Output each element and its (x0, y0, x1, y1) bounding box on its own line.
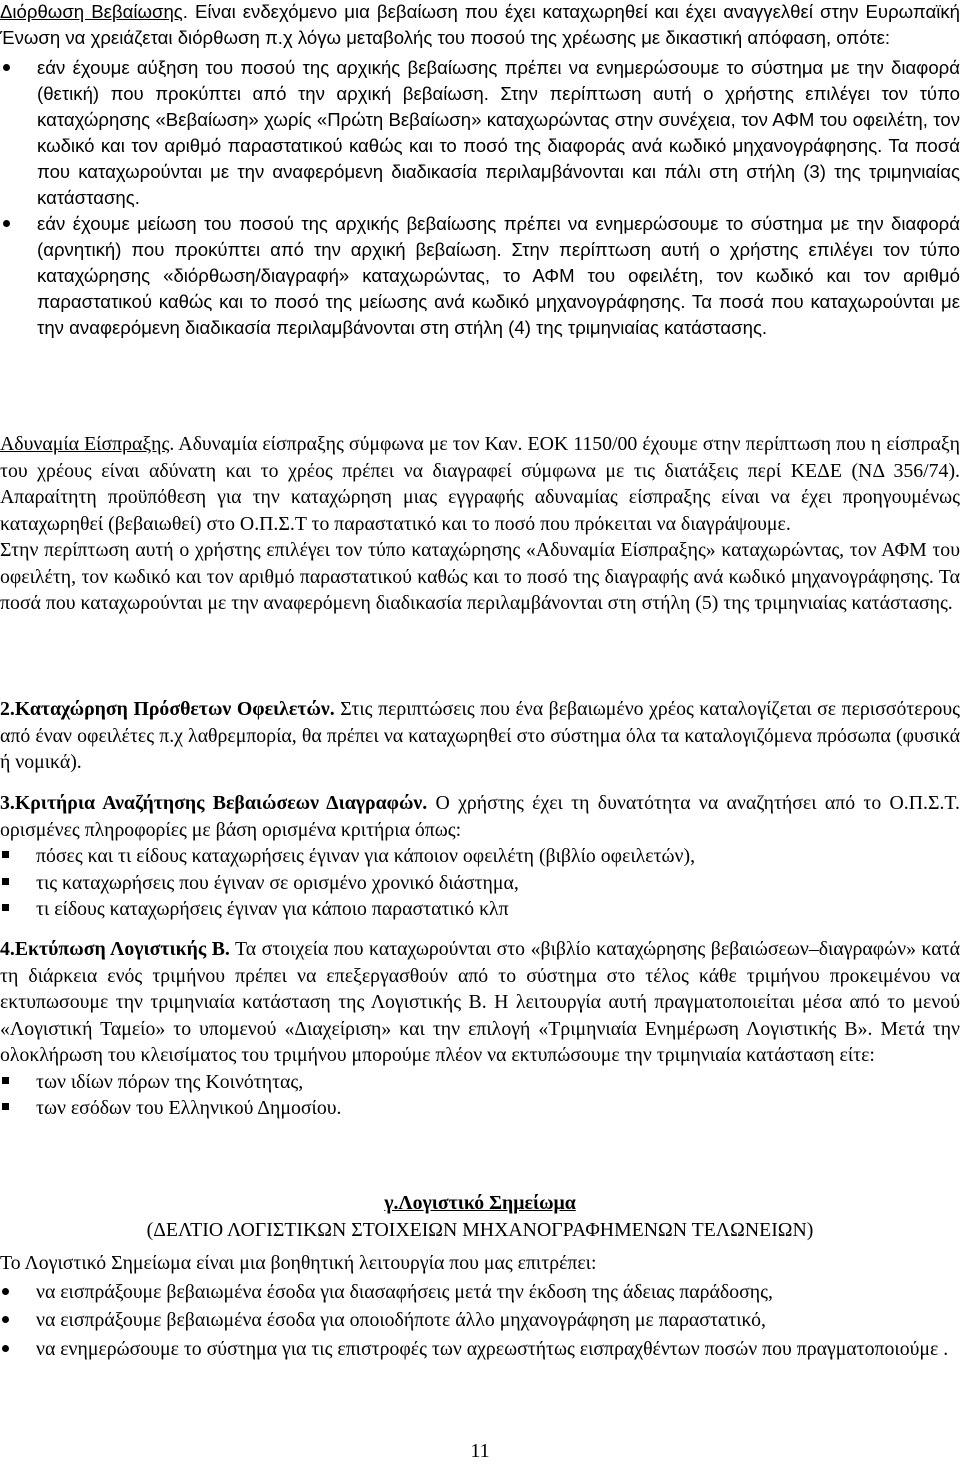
search-criteria-section (0, 790, 960, 923)
accounting-note-subheading: (ΔΕΛΤΙΟ ΛΟΓΙΣΤΙΚΩΝ ΣΤΟΙΧΕΙΩΝ ΜΗΧΑΝΟΓΡΑΦΗΜΕΝΩΝ ΤΕΛΩΝΕΙΩΝ) (146, 1218, 814, 1241)
correction-intro: . Είναι ενδεχόμενο μια βεβαίωση που έχει καταχωρηθεί και έχει αναγγελθεί στην Ευρωπαϊκή Ένωση να χρειάζεται διόρθωση π.χ λόγω μεταβολής του ποσού της χρέωσης με δικαστική απόφαση, οπότε: (0, 1, 960, 48)
accounting-note-section (0, 1190, 960, 1362)
accounting-note-item: να εισπράξουμε βεβαιωμένα έσοδα για οποιοδήποτε άλλο μηχανογράφηση με παραστατικό, (36, 1307, 960, 1334)
accounting-note-item: να ενημερώσουμε το σύστημα για τις επιστροφές των αχρεωστήτως εισπραχθέντων ποσών που πραγματοποιούμε . (36, 1336, 960, 1363)
correction-bullet-decrease: εάν έχουμε μείωση του ποσού της αρχικής βεβαίωσης πρέπει να ενημερώσουμε το σύστημα με την διαφορά (αρνητική) που προκύπτει από την αρχική βεβαίωση. Στην περίπτωση αυτή ο χρήστης επιλέγει τον τύπο καταχώρησης «διόρθωση/διαγραφή» καταχωρώντας, το ΑΦΜ του οφειλέτη, τον κωδικό και τον αριθμό παραστατικού καθώς και το ποσό της μείωσης ανά κωδικό μηχανογράφησης. Τα ποσά που καταχωρούνται με την αναφερόμενη διαδικασία περιλαμβάνονται στη στήλη (4) της τριμηνιαίας κατάστασης. (37, 211, 960, 341)
accounting-note-item: να εισπράξουμε βεβαιωμένα έσοδα για διασαφήσεις μετά την έκδοση της άδειας παράδοσης, (36, 1279, 960, 1306)
additional-debtors-section (0, 696, 960, 776)
additional-debtors-text: Στις περιπτώσεις που ένα βεβαιωμένο χρέος καταλογίζεται σε περισσότερους από έναν οφειλέτες π.χ λαθρεμπορία, θα πρέπει να καταχωρηθεί στο σύστημα όλα τα καταλογιζόμενα πρόσωπα (φυσικά ή νομικά). (0, 698, 960, 773)
search-criteria-title: 3.Κριτήρια Αναζήτησης Βεβαιώσεων Διαγραφών. (0, 792, 428, 814)
correction-list (37, 55, 960, 341)
search-criteria-item: τις καταχωρήσεις που έγιναν σε ορισμένο χρονικό διάστημα, (36, 870, 960, 897)
print-accounting-item: των εσόδων του Ελληνικού Δημοσίου. (36, 1095, 960, 1122)
print-accounting-title: 4.Εκτύπωση Λογιστικής Β. (0, 938, 230, 960)
uncollectible-text: . Αδυναμία είσπραξης σύμφωνα με τον Καν. ΕΟΚ 1150/00 έχουμε στην περίπτωση που η είσπραξη του χρέους είναι αδύνατη και το χρέος πρέπει να διαγραφεί σύμφωνα με τις διατάξεις περί ΚΕΔΕ (ΝΔ 356/74). Απαραίτητη προϋπόθεση για την καταχώρηση μιας εγγραφής αδυναμίας είσπραξης είναι να έχει προηγουμένως καταχωρηθεί (βεβαιωθεί) στο Ο.Π.Σ.Τ το παραστατικό και το ποσό που πρόκειται να διαγράψουμε. (0, 433, 960, 535)
additional-debtors-title: 2.Καταχώρηση Πρόσθετων Οφειλετών. (0, 698, 335, 720)
page-number: 11 (470, 1440, 490, 1462)
print-accounting-list (36, 1069, 960, 1122)
search-criteria-text: Ο χρήστης έχει τη δυνατότητα να αναζητήσει από το Ο.Π.Σ.Τ. ορισμένες πληροφορίες με βάση ορισμένα κριτήρια όπως: (0, 792, 960, 841)
accounting-note-list (36, 1279, 960, 1363)
print-accounting-paragraph (0, 936, 960, 1069)
search-criteria-item: πόσες και τι είδους καταχωρήσεις έγιναν για κάποιον οφειλέτη (βιβλίο οφειλετών), (36, 843, 960, 870)
print-accounting-text: Τα στοιχεία που καταχωρούνται στο «βιβλίο καταχώρησης βεβαιώσεων–διαγραφών» κατά τη διάρκεια ενός τριμήνου πρέπει να επεξεργασθούν από το σύστημα στο τέλος κάθε τριμήνου προκειμένου να εκτυπωσουμε την τριμηνιαία κατάσταση της Λογιστικής Β. Η λειτουργία αυτή πραγματοποιείται μέσα από το μενού «Λογιστική Ταμείο» το υπομενού «Διαχείριση» και την επιλογή «Τριμηνιαία Ενημέρωση Λογιστικής Β». Μετά την ολοκλήρωση του κλεισίματος του τριμήνου μπορούμε πλέον να εκτυπώσουμε την τριμηνιαία κατάσταση είτε: (0, 938, 960, 1066)
correction-bullet-increase: εάν έχουμε αύξηση του ποσού της αρχικής βεβαίωσης πρέπει να ενημερώσουμε το σύστημα με την διαφορά (θετική) που προκύπτει από την αρχική βεβαίωση. Στην περίπτωση αυτή ο χρήστης επιλέγει τον τύπο καταχώρησης «Βεβαίωση» χωρίς «Πρώτη Βεβαίωση» καταχωρώντας στην συνέχεια, τον ΑΦΜ του οφειλέτη, τον κωδικό και τον αριθμό παραστατικού καθώς και το ποσό της διαφοράς ανά κωδικό μηχανογράφησης. Τα ποσά που καταχωρούνται με την αναφερόμενη διαδικασία περιλαμβάνονται και πάλι στη στήλη (3) της τριμηνιαίας κατάστασης. (37, 55, 960, 211)
additional-debtors-paragraph (0, 696, 960, 776)
correction-title: Διόρθωση Βεβαίωσης (0, 1, 183, 22)
uncollectible-title: Αδυναμία Είσπραξης (0, 433, 170, 455)
search-criteria-item: τι είδους καταχωρήσεις έγιναν για κάποιο παραστατικό κλπ (36, 896, 960, 923)
correction-paragraph (0, 0, 960, 51)
print-accounting-section (0, 936, 960, 1122)
correction-section (0, 0, 960, 341)
uncollectible-paragraph-1 (0, 431, 960, 537)
uncollectible-paragraph-2: Στην περίπτωση αυτή ο χρήστης επιλέγει τον τύπο καταχώρησης «Αδυναμία Είσπραξης» καταχωρώντας, τον ΑΦΜ του οφειλέτη, τον κωδικό και τον αριθμό παραστατικού καθώς και το ποσό της διαγραφής ανά κωδικό μηχανογράφησης. Τα ποσά που καταχωρούνται με την αναφερόμενη διαδικασία περιλαμβάνονται στη στήλη (5) της τριμηνιαίας κατάστασης. (0, 539, 960, 614)
accounting-note-intro: Το Λογιστικό Σημείωμα είναι μια βοηθητική λειτουργία που μας επιτρέπει: (0, 1252, 597, 1274)
print-accounting-item: των ιδίων πόρων της Κοινότητας, (36, 1069, 960, 1096)
search-criteria-list (36, 843, 960, 923)
search-criteria-paragraph (0, 790, 960, 843)
accounting-note-heading: γ.Λογιστικό Σημείωμα (384, 1192, 576, 1214)
uncollectible-section (0, 431, 960, 617)
